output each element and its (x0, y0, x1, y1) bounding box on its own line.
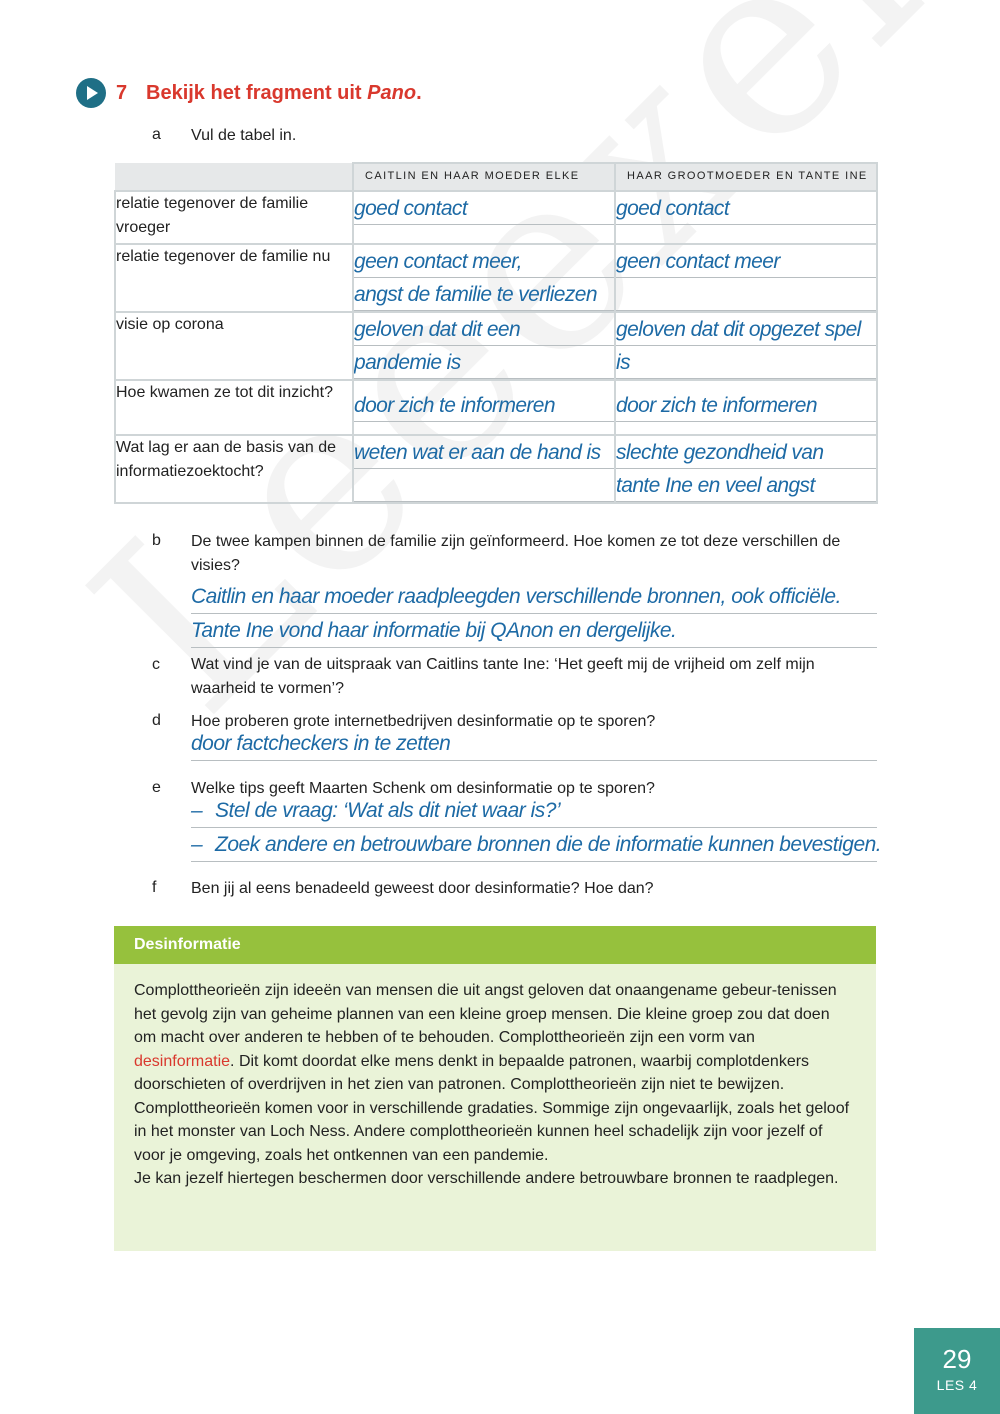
question-f-text: Ben jij al eens benadeeld geweest door desinformatie? Hoe dan? (191, 880, 654, 897)
answer-line: door zich te informeren (616, 389, 876, 422)
table-row (115, 312, 877, 380)
question-c-text: Wat vind je van de uitspraak van Caitlins tante Ine: ‘Het geeft mij de vrijheid om zelf mijn waarheid te vormen’? (191, 656, 815, 697)
answer-line: goed contact (354, 192, 614, 225)
question-a-text: Vul de tabel in. (191, 127, 297, 144)
exercise-header (76, 78, 422, 108)
table-row (115, 435, 877, 503)
paragraph-text: . Dit komt doordat elke mens denkt in bepaalde patronen, waarbij complotdenkers doorschieten of overdrijven in het zien van patronen. Complottheorieën zijn niet te bewijzen. (134, 1052, 810, 1093)
answer-line: pandemie is (354, 346, 614, 379)
exercise-title-prefix: Bekijk het fragment uit (146, 81, 368, 104)
answer-lines-d[interactable] (191, 727, 877, 761)
answer-line: angst de familie te verliezen (354, 278, 614, 311)
answer-line (616, 278, 876, 311)
answer-cell[interactable] (615, 435, 877, 503)
table-corner (115, 163, 353, 191)
question-e-text: Welke tips geeft Maarten Schenk om desinformatie op te sporen? (191, 780, 655, 797)
table-row (115, 380, 877, 435)
answer-cell[interactable] (615, 244, 877, 312)
column-header-2: HAAR GROOTMOEDER EN TANTE INE (615, 163, 877, 191)
answer-line: geloven dat dit opgezet spel (616, 313, 876, 346)
row-label: relatie tegenover de familie vroeger (115, 191, 353, 244)
dash: – (191, 799, 203, 822)
question-b-letter: b (152, 532, 161, 549)
row-label: Wat lag er aan de basis van de informatiezoektocht? (115, 435, 353, 503)
exercise-title-italic: Pano (367, 81, 417, 104)
answer-line: geen contact meer (616, 245, 876, 278)
answer-line: weten wat er aan de hand is (354, 436, 614, 469)
answer-cell[interactable] (615, 191, 877, 244)
row-label: relatie tegenover de familie nu (115, 244, 353, 312)
question-a-letter: a (152, 126, 161, 143)
answer-line: geen contact meer, (354, 245, 614, 278)
answer-line (191, 794, 877, 828)
answer-text: Zoek andere en betrouwbare bronnen die de informatie kunnen bevestigen. (215, 833, 882, 856)
info-paragraph-2: Complottheorieën komen voor in verschillende gradaties. Sommige zijn ongevaarlijk, zoals het geloof in het monster van Loch Ness. Andere complottheorieën kunnen heel schadelijk zijn voor jezelf of voor je omgeving, zoals het ontkennen van een pandemie. (134, 1099, 850, 1164)
question-f-letter: f (152, 879, 157, 896)
question-c-letter: c (152, 656, 160, 673)
answer-line: door zich te informeren (354, 389, 614, 422)
answer-table (114, 162, 878, 504)
page-number-box (914, 1328, 1000, 1414)
lesson-label: LES 4 (936, 1377, 978, 1393)
info-box-body (114, 964, 876, 1191)
answer-line: geloven dat dit een (354, 313, 614, 346)
info-box-title: Desinformatie (114, 926, 876, 964)
answer-cell[interactable] (615, 312, 877, 380)
column-header-1: CAITLIN EN HAAR MOEDER ELKE (353, 163, 615, 191)
answer-line: is (616, 346, 876, 379)
answer-cell[interactable] (353, 244, 615, 312)
answer-lines-e[interactable] (191, 794, 882, 862)
dash: – (191, 833, 203, 856)
answer-line: tante Ine en veel angst (616, 469, 876, 502)
answer-cell[interactable] (353, 380, 615, 435)
answer-lines-b[interactable] (191, 580, 877, 648)
answer-line (191, 828, 882, 862)
row-label: visie op corona (115, 312, 353, 380)
info-box (114, 926, 876, 1251)
answer-line: door factcheckers in te zetten (191, 727, 877, 761)
page-number: 29 (942, 1344, 972, 1374)
answer-line: Caitlin en haar moeder raadpleegden verschillende bronnen, ook officiële. (191, 580, 877, 614)
question-d-text: Hoe proberen grote internetbedrijven desinformatie op te sporen? (191, 713, 656, 730)
play-icon[interactable] (76, 78, 106, 108)
answer-line (354, 469, 614, 502)
answer-text: Stel de vraag: ‘Wat als dit niet waar is?’ (215, 799, 561, 822)
table-row (115, 244, 877, 312)
question-e-letter: e (152, 779, 161, 796)
answer-cell[interactable] (353, 435, 615, 503)
paragraph-text: Complottheorieën zijn ideeën van mensen die uit angst geloven dat onaangename gebeur-tenissen het gevolg zijn van geheime plannen van een kleine groep mensen. Die kleine groep zou dat doen om macht over anderen te hebben of te behouden. Complottheorieën zijn een vorm van (134, 982, 837, 1046)
answer-cell[interactable] (615, 380, 877, 435)
answer-line: goed contact (616, 192, 876, 225)
exercise-number: 7 (116, 81, 128, 104)
table-row (115, 191, 877, 244)
answer-cell[interactable] (353, 312, 615, 380)
answer-cell[interactable] (353, 191, 615, 244)
row-label: Hoe kwamen ze tot dit inzicht? (115, 380, 353, 435)
answer-line: Tante Ine vond haar informatie bij QAnon en dergelijke. (191, 614, 877, 648)
info-paragraph-1 (134, 979, 856, 1097)
question-d-letter: d (152, 712, 161, 729)
question-b-text: De twee kampen binnen de familie zijn geïnformeerd. Hoe komen ze tot deze verschillen de visies? (191, 533, 841, 574)
answer-line: slechte gezondheid van (616, 436, 876, 469)
exercise-title-suffix: . (416, 81, 422, 104)
info-paragraph-3: Je kan jezelf hiertegen beschermen door verschillende andere betrouwbare bronnen te raadplegen. (134, 1170, 839, 1187)
highlight-term: desinformatie (134, 1052, 231, 1070)
exercise-title (146, 82, 422, 105)
